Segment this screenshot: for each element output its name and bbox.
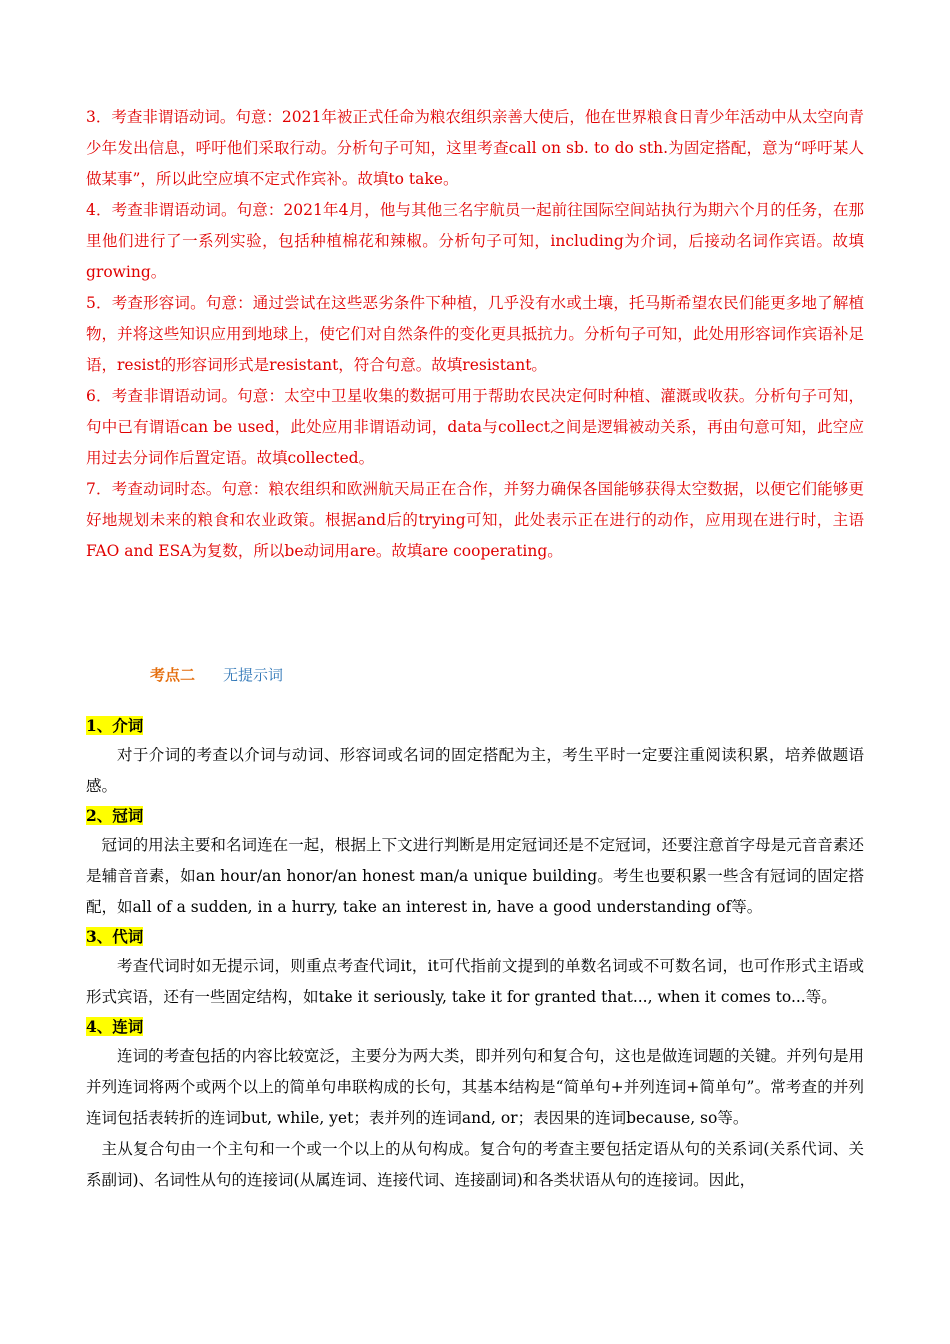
- topic-heading-text: 3、代词: [86, 927, 144, 946]
- answer-item-6: 6．考查非谓语动词。句意：太空中卫星收集的数据可用于帮助农民决定何时种植、灌溉或收获。分析句子可知，句中已有谓语can be used，此处应用非谓语动词，data与collect之间是逻辑被动关系，再由句意可知，此空应用过去分词作后置定语。故填collected。: [86, 387, 864, 467]
- topic-heading-article: [86, 802, 864, 830]
- topic-paragraph: 连词的考查包括的内容比较宽泛，主要分为两大类，即并列句和复合句，这也是做连词题的关键。并列句是用并列连词将两个或两个以上的简单句串联构成的长句，其基本结构是“简单句+并列连词+简单句”。常考查的并列连词包括表转折的连词but, while, yet；表并列的连词and, or；表因果的连词because, so等。: [86, 1047, 864, 1127]
- answer-item-5: 5．考查形容词。句意：通过尝试在这些恶劣条件下种植，几乎没有水或土壤，托马斯希望农民们能更多地了解植物，并将这些知识应用到地球上，使它们对自然条件的变化更具抵抗力。分析句子可知，此处用形容词作宾语补足语，resist的形容词形式是resistant，符合句意。故填resistant。: [86, 294, 864, 374]
- topic-paragraph: 考查代词时如无提示词，则重点考查代词it，it可代指前文提到的单数名词或不可数名词，也可作形式主语或形式宾语，还有一些固定结构，如take it seriously, take it for granted that..., when it comes to...等。: [86, 957, 864, 1006]
- topic-heading-text: 2、冠词: [86, 806, 144, 825]
- topic-heading-conjunction: [86, 1013, 864, 1041]
- topic-heading-text: 4、连词: [86, 1017, 144, 1036]
- section-title: [150, 662, 283, 688]
- topic-heading-preposition: [86, 712, 864, 740]
- section-label: 考点二: [150, 666, 196, 684]
- answer-item-7: 7．考查动词时态。句意：粮农组织和欧洲航天局正在合作，并努力确保各国能够获得太空数据，以便它们能够更好地规划未来的粮食和农业政策。根据and后的trying可知，此处表示正在进行的动作，应用现在进行时，主语FAO and ESA为复数，所以be动词用are。故填are cooperating。: [86, 480, 864, 560]
- answer-item-3: 3．考查非谓语动词。句意：2021年被正式任命为粮农组织亲善大使后，他在世界粮食日青少年活动中从太空向青少年发出信息，呼吁他们采取行动。分析句子可知，这里考查call on sb. to do sth.为固定搭配，意为“呼吁某人做某事”，所以此空应填不定式作宾补。故填to take。: [86, 108, 864, 188]
- topic-heading-text: 1、介词: [86, 716, 144, 735]
- answer-item-4: 4．考查非谓语动词。句意：2021年4月，他与其他三名宇航员一起前往国际空间站执行为期六个月的任务，在那里他们进行了一系列实验，包括种植棉花和辣椒。分析句子可知，including为介词，后接动名词作宾语。故填growing。: [86, 201, 864, 281]
- section-body: [86, 712, 864, 1196]
- answer-explanations: [86, 102, 864, 567]
- topic-heading-pronoun: [86, 923, 864, 951]
- section-name: 无提示词: [223, 666, 284, 684]
- topic-paragraph: 主从复合句由一个主句和一个或一个以上的从句构成。复合句的考查主要包括定语从句的关系词(关系代词、关系副词)、名词性从句的连接词(从属连词、连接代词、连接副词)和各类状语从句的连接词。因此，: [86, 1140, 864, 1189]
- topic-paragraph: 对于介词的考查以介词与动词、形容词或名词的固定搭配为主，考生平时一定要注重阅读积累，培养做题语感。: [86, 746, 864, 795]
- topic-paragraph: 冠词的用法主要和名词连在一起，根据上下文进行判断是用定冠词还是不定冠词，还要注意首字母是元音音素还是辅音音素，如an hour/an honor/an honest man/a unique building。考生也要积累一些含有冠词的固定搭配，如all of a sudden, in a hurry, take an interest in, have a good understanding of等。: [86, 836, 864, 916]
